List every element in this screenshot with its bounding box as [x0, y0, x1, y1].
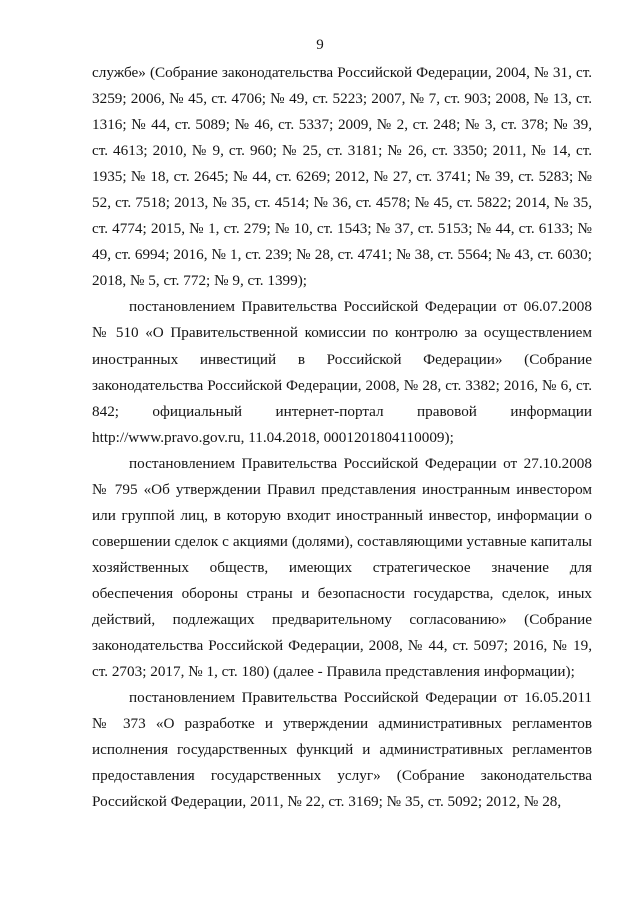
paragraph-continuation: службе» (Собрание законодательства Российской Федерации, 2004, № 31, ст. 3259; 2006, № 45, ст. 4706; № 49, ст. 5223; 2007, № 7, ст. 903; 2008, № 13, ст. 1316; № 44, ст. 5089; № 46, ст. 5337; 2009, № 2, ст. 248; № 3, ст. 378; № 39, ст. 4613; 2010, № 9, ст. 960; № 25, ст. 3181; № 26, ст. 3350; 2011, № 14, ст. 1935; № 18, ст. 2645; № 44, ст. 6269; 2012, № 27, ст. 3741; № 39, ст. 5283; № 52, ст. 7518; 2013, № 35, ст. 4514; № 36, ст. 4578; № 45, ст. 5822; 2014, № 35, ст. 4774; 2015, № 1, ст. 279; № 10, ст. 1543; № 37, ст. 5153; № 44, ст. 6133; № 49, ст. 6994; 2016, № 1, ст. 239; № 28, ст. 4741; № 38, ст. 5564; № 43, ст. 6030; 2018, № 5, ст. 772; № 9, ст. 1399);: [92, 64, 592, 290]
document-body: [92, 60, 592, 815]
page-number: 9: [316, 37, 324, 53]
paragraph-resolution-795: постановлением Правительства Российской Федерации от 27.10.2008 № 795 «Об утверждении Правил представления иностранным инвестором или группой лиц, в которую входит иностранный инвестор, информации о совершении сделок с акциями (долями), составляющими уставные капиталы хозяйственных обществ, имеющих стратегическое значение для обеспечения обороны страны и безопасности государства, сделок, иных действий, подлежащих предварительному согласованию» (Собрание законодательства Российской Федерации, 2008, № 44, ст. 5097; 2016, № 19, ст. 2703; 2017, № 1, ст. 180) (далее - Правила представления информации);: [92, 454, 592, 681]
paragraph-resolution-373: постановлением Правительства Российской Федерации от 16.05.2011 № 373 «О разработке и утверждении административных регламентов исполнения государственных функций и административных регламентов предоставления государственных услуг» (Собрание законодательства Российской Федерации, 2011, № 22, ст. 3169; № 35, ст. 5092; 2012, № 28,: [92, 689, 592, 811]
paragraph-resolution-510: постановлением Правительства Российской Федерации от 06.07.2008 № 510 «О Правительственной комиссии по контролю за осуществлением иностранных инвестиций в Российской Федерации» (Собрание законодательства Российской Федерации, 2008, № 28, ст. 3382; 2016, № 6, ст. 842; официальный интернет-портал правовой информации http://www.pravo.gov.ru, 11.04.2018, 0001201804110009);: [92, 298, 592, 446]
